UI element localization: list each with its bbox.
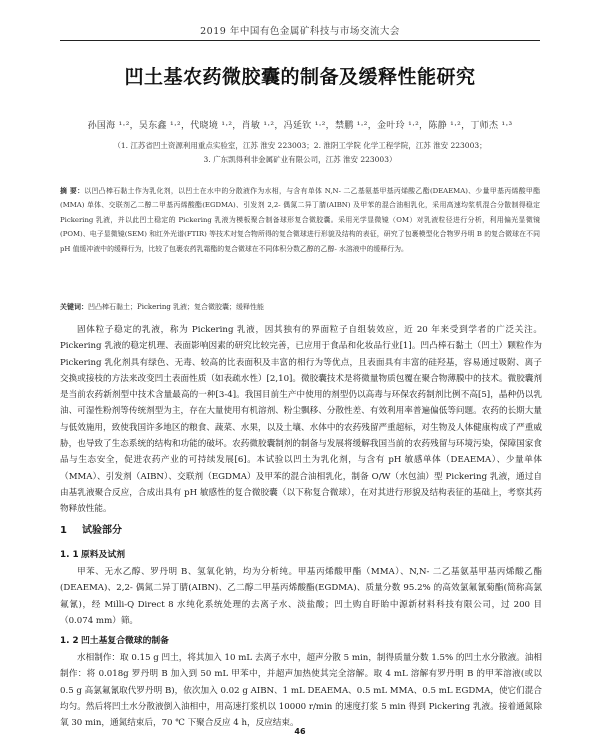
author-list: 孙国海 ¹·²，吴东鑫 ¹·²，代晓境 ¹·²，肖敏 ¹·²，冯延钦 ¹·²，禁鹏 ¹·²，金叶玲 ¹·²，陈静 ¹·²，丁师杰 ¹·³ [87,121,513,131]
abstract-text: 以凹凸棒石黏土作为乳化剂，以凹土在水中的分散液作为水相，与含有单体 N,N- 二乙基氨基甲基丙烯酸乙酯(DEAEMA)、少量甲基丙烯酸甲酯(MMA) 单体、交联剂乙二醇二甲基丙烯酸酯(EGDMA)、引发剂 2,2- 偶氮二异丁腈(AIBN) 及甲苯的混合油相乳化，采用高速均浆机混合分散制得稳定 Pickering 乳液，并以此凹土稳定的 Pickering 乳液为模板聚合制备球形复合微胶囊。采用光学显微镜（OM）对乳液粒径进行分析，利用偏光显微镜(POM)、电子显微镜(SEM) 和红外光谱(FTIR) 等技术对复合物所得的复合微球进行形貌及结构的表征，研究了包裹模型化合物罗丹明 B 的复合微球在不同 pH 值缓冲液中的缓释行为，比较了包裹农药乳霜酯的复合微球在不同体积分数乙醇的乙醇- 水溶液中的缓释行为。 [60,187,541,253]
subsection-number: 1. 1 [60,550,79,560]
subsection-title: 原料及试剂 [81,550,125,560]
paper-title: 凹土基农药微胶囊的制备及缓释性能研究 [124,66,476,88]
subsection-number: 1. 2 [60,636,79,646]
subsection-title: 凹土基复合微球的制备 [81,636,169,646]
affiliation-line-2: 3. 广东凯得利非金属矿业有限公司，江苏 淮安 223003） [203,155,397,164]
section-heading-1-2 [60,633,169,646]
section-title: 试验部分 [82,525,122,536]
running-header: 2019 年中国有色金属矿科技与市场交流大会 [60,23,540,41]
page-number: 46 [294,727,306,736]
keywords-label: 关键词： [60,303,88,311]
affiliation-line-1: （1. 江苏省凹土资源利用重点实验室，江苏 淮安 223003；2. 淮阴工学院 化学工程学院，江苏 淮安 223003； [113,141,487,150]
section-heading-1-1 [60,547,125,560]
section-heading-1 [60,521,122,536]
intro-paragraph: 固体粒子稳定的乳液，称为 Pickering 乳液，因其独有的界面粒子自组装效应，近 20 年来受到学者的广泛关注。Pickering 乳液的稳定机理、表面影响因素的研究比较完善，已应用于食品和化妆品行业[1]。凹凸棒石黏土（凹土）颗粒作为 Pickering 乳化剂具有绿色、无毒、较高的比表面积及丰富的相行为等优点，且表面具有丰富的硅羟基，容易通过吸附、离子交换或接枝的方法来改变凹土表面性质（如表疏水性）[2,10]。微胶囊技术是将微量物质包覆在聚合物薄膜中的技术。微胶囊剂是当前农药新剂型中技术含量最高的一种[3-4]。我国目前生产中使用的剂型仍以高毒与环保农药制剂比例不高[5]，晶种仍以乳油、可湿性粉剂等传统剂型为主，存在大量使用有机溶剂、粉尘飘移、分散性差、有效利用率普遍偏低等问题。农药的长期大量与低效施用，致使我国许多地区的粮食、蔬菜、水果，以及土壤、水体中的农药残留严重超标，对生物及人体健康构成了严重威胁，也导致了生态系统的结构和功能的破坏。农药微胶囊制剂的制备与发展将缓解我国当前的农药残留与环境污染，保障国家食品与生态安全，促进农药产业的可持续发展[6]。本试验以凹土为乳化剂，与含有 pH 敏感单体（DEAEMA）、少量单体（MMA）、引发剂（AIBN）、交联剂（EGDMA）及甲苯的混合油相乳化，制备 O/W（水包油）型 Pickering 乳液，通过自由基乳液聚合反应，合成出具有 pH 敏感性的复合微胶囊（以下称复合微球），在对其进行形貌及结构表征的基础上，考察其药物释放性能。 [60,325,542,515]
abstract [60,184,540,256]
keywords-text: 凹凸棒石黏土；Pickering 乳液；复合微胶囊；缓释性能 [88,303,265,311]
materials-paragraph: 甲苯、无水乙醇、罗丹明 B、氢氧化钠，均为分析纯。甲基丙烯酸甲酯（MMA）、N,N- 二乙基氨基甲基丙烯酸乙酯(DEAEMA)、2,2- 偶氮二异丁腈(AIBN)、乙二醇二甲基丙烯酸酯(EGDMA)、质量分数 95.2% 的高效氯氟氰菊酯(简称高氯氟氰)，经 Milli-Q Direct 8 水纯化系统处理的去离子水、淡盐酸；凹土购自盱眙中源新材料科技有限公司，过 200 目（0.074 mm）筛。 [60,567,542,626]
keywords [60,302,540,312]
preparation-paragraph: 水相制作：取 0.15 g 凹土，将其加入 10 mL 去离子水中，超声分散 5 min，制得质量分数 1.5% 的凹土水分散液。油相制作：将 0.018g 罗丹明 B 加入到 50 mL 甲苯中，并超声加热使其完全溶解。取 4 mL 溶解有罗丹明 B 的甲苯溶液(或以 0.5 g 高氯氟氰取代罗丹明 B)，依次加入 0.02 g AIBN、1 mL DEAEMA、0.5 mL MMA、0.5 mL EGDMA，使它们混合均匀。然后将凹土水分散液倒入油相中，用高速打浆机以 10000 r/min 的速度打浆 5 min 得到 Pickering 乳液。接着通氮除氧 30 min，通氮结束后，70 ℃ 下聚合反应 4 h，反应结束。 [60,653,542,729]
section-number: 1 [60,525,67,536]
abstract-label: 摘 要： [60,187,85,195]
